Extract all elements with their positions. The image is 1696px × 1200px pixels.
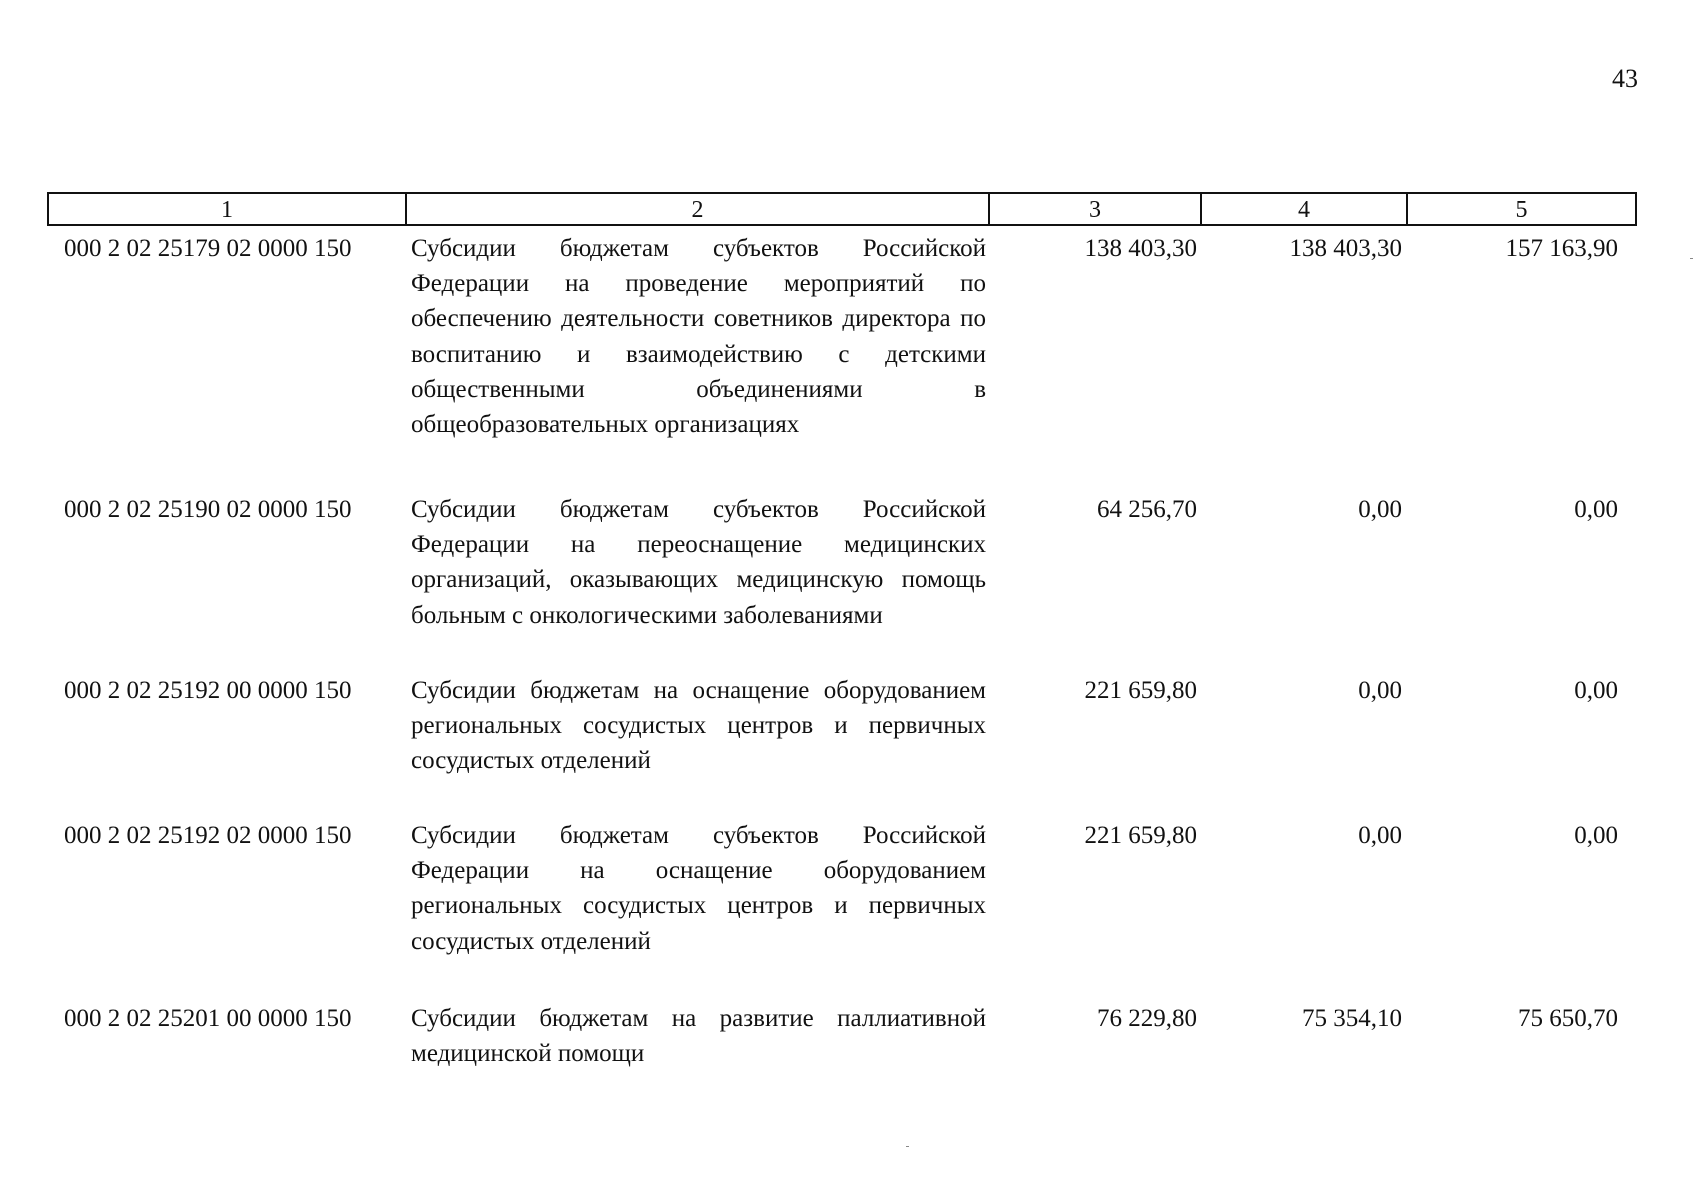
row-description: Субсидии бюджетам на развитие паллиативной медицинской помощи xyxy=(411,1005,986,1068)
value-col-3: 138 403,30 xyxy=(1084,235,1197,262)
value-col-5: 0,00 xyxy=(1574,677,1618,704)
budget-code: 000 2 02 25192 02 0000 150 xyxy=(64,822,352,849)
budget-code: 000 2 02 25192 00 0000 150 xyxy=(64,677,352,704)
header-col-3: 3 xyxy=(990,194,1202,224)
value-col-5: 157 163,90 xyxy=(1505,235,1618,262)
value-col-4: 0,00 xyxy=(1358,496,1402,523)
value-col-4: 138 403,30 xyxy=(1289,235,1402,262)
header-col-5: 5 xyxy=(1515,197,1528,223)
scan-speck xyxy=(906,1146,909,1147)
value-col-3: 221 659,80 xyxy=(1084,822,1197,849)
budget-code: 000 2 02 25179 02 0000 150 xyxy=(64,235,352,262)
value-col-3: 64 256,70 xyxy=(1097,496,1197,523)
table-header xyxy=(47,192,1637,226)
value-col-4: 0,00 xyxy=(1358,822,1402,849)
row-description: Субсидии бюджетам субъектов Российской Федерации на проведение мероприятий по обеспечению деятельности советников директора по воспитанию и взаимодействию с детскими общественными объединениями в общеобразовательных организациях xyxy=(411,235,986,439)
value-col-4: 75 354,10 xyxy=(1302,1005,1402,1032)
row-description: Субсидии бюджетам субъектов Российской Федерации на переоснащение медицинских организаций, оказывающих медицинскую помощь больным с онкологическими заболеваниями xyxy=(411,496,986,629)
budget-code: 000 2 02 25190 02 0000 150 xyxy=(64,496,352,523)
header-col-1: 1 xyxy=(49,194,407,224)
row-description: Субсидии бюджетам субъектов Российской Федерации на оснащение оборудованием региональных сосудистых центров и первичных сосудистых отделений xyxy=(411,822,986,955)
header-col-2: 2 xyxy=(407,194,990,224)
page-number: 43 xyxy=(1612,64,1638,93)
header-col-4: 4 xyxy=(1202,194,1408,224)
scan-speck xyxy=(1690,258,1693,259)
value-col-5: 75 650,70 xyxy=(1518,1005,1618,1032)
value-col-4: 0,00 xyxy=(1358,677,1402,704)
value-col-3: 221 659,80 xyxy=(1084,677,1197,704)
value-col-5: 0,00 xyxy=(1574,822,1618,849)
budget-code: 000 2 02 25201 00 0000 150 xyxy=(64,1005,352,1032)
row-description: Субсидии бюджетам на оснащение оборудованием региональных сосудистых центров и первичных сосудистых отделений xyxy=(411,677,986,775)
value-col-5: 0,00 xyxy=(1574,496,1618,523)
value-col-3: 76 229,80 xyxy=(1097,1005,1197,1032)
